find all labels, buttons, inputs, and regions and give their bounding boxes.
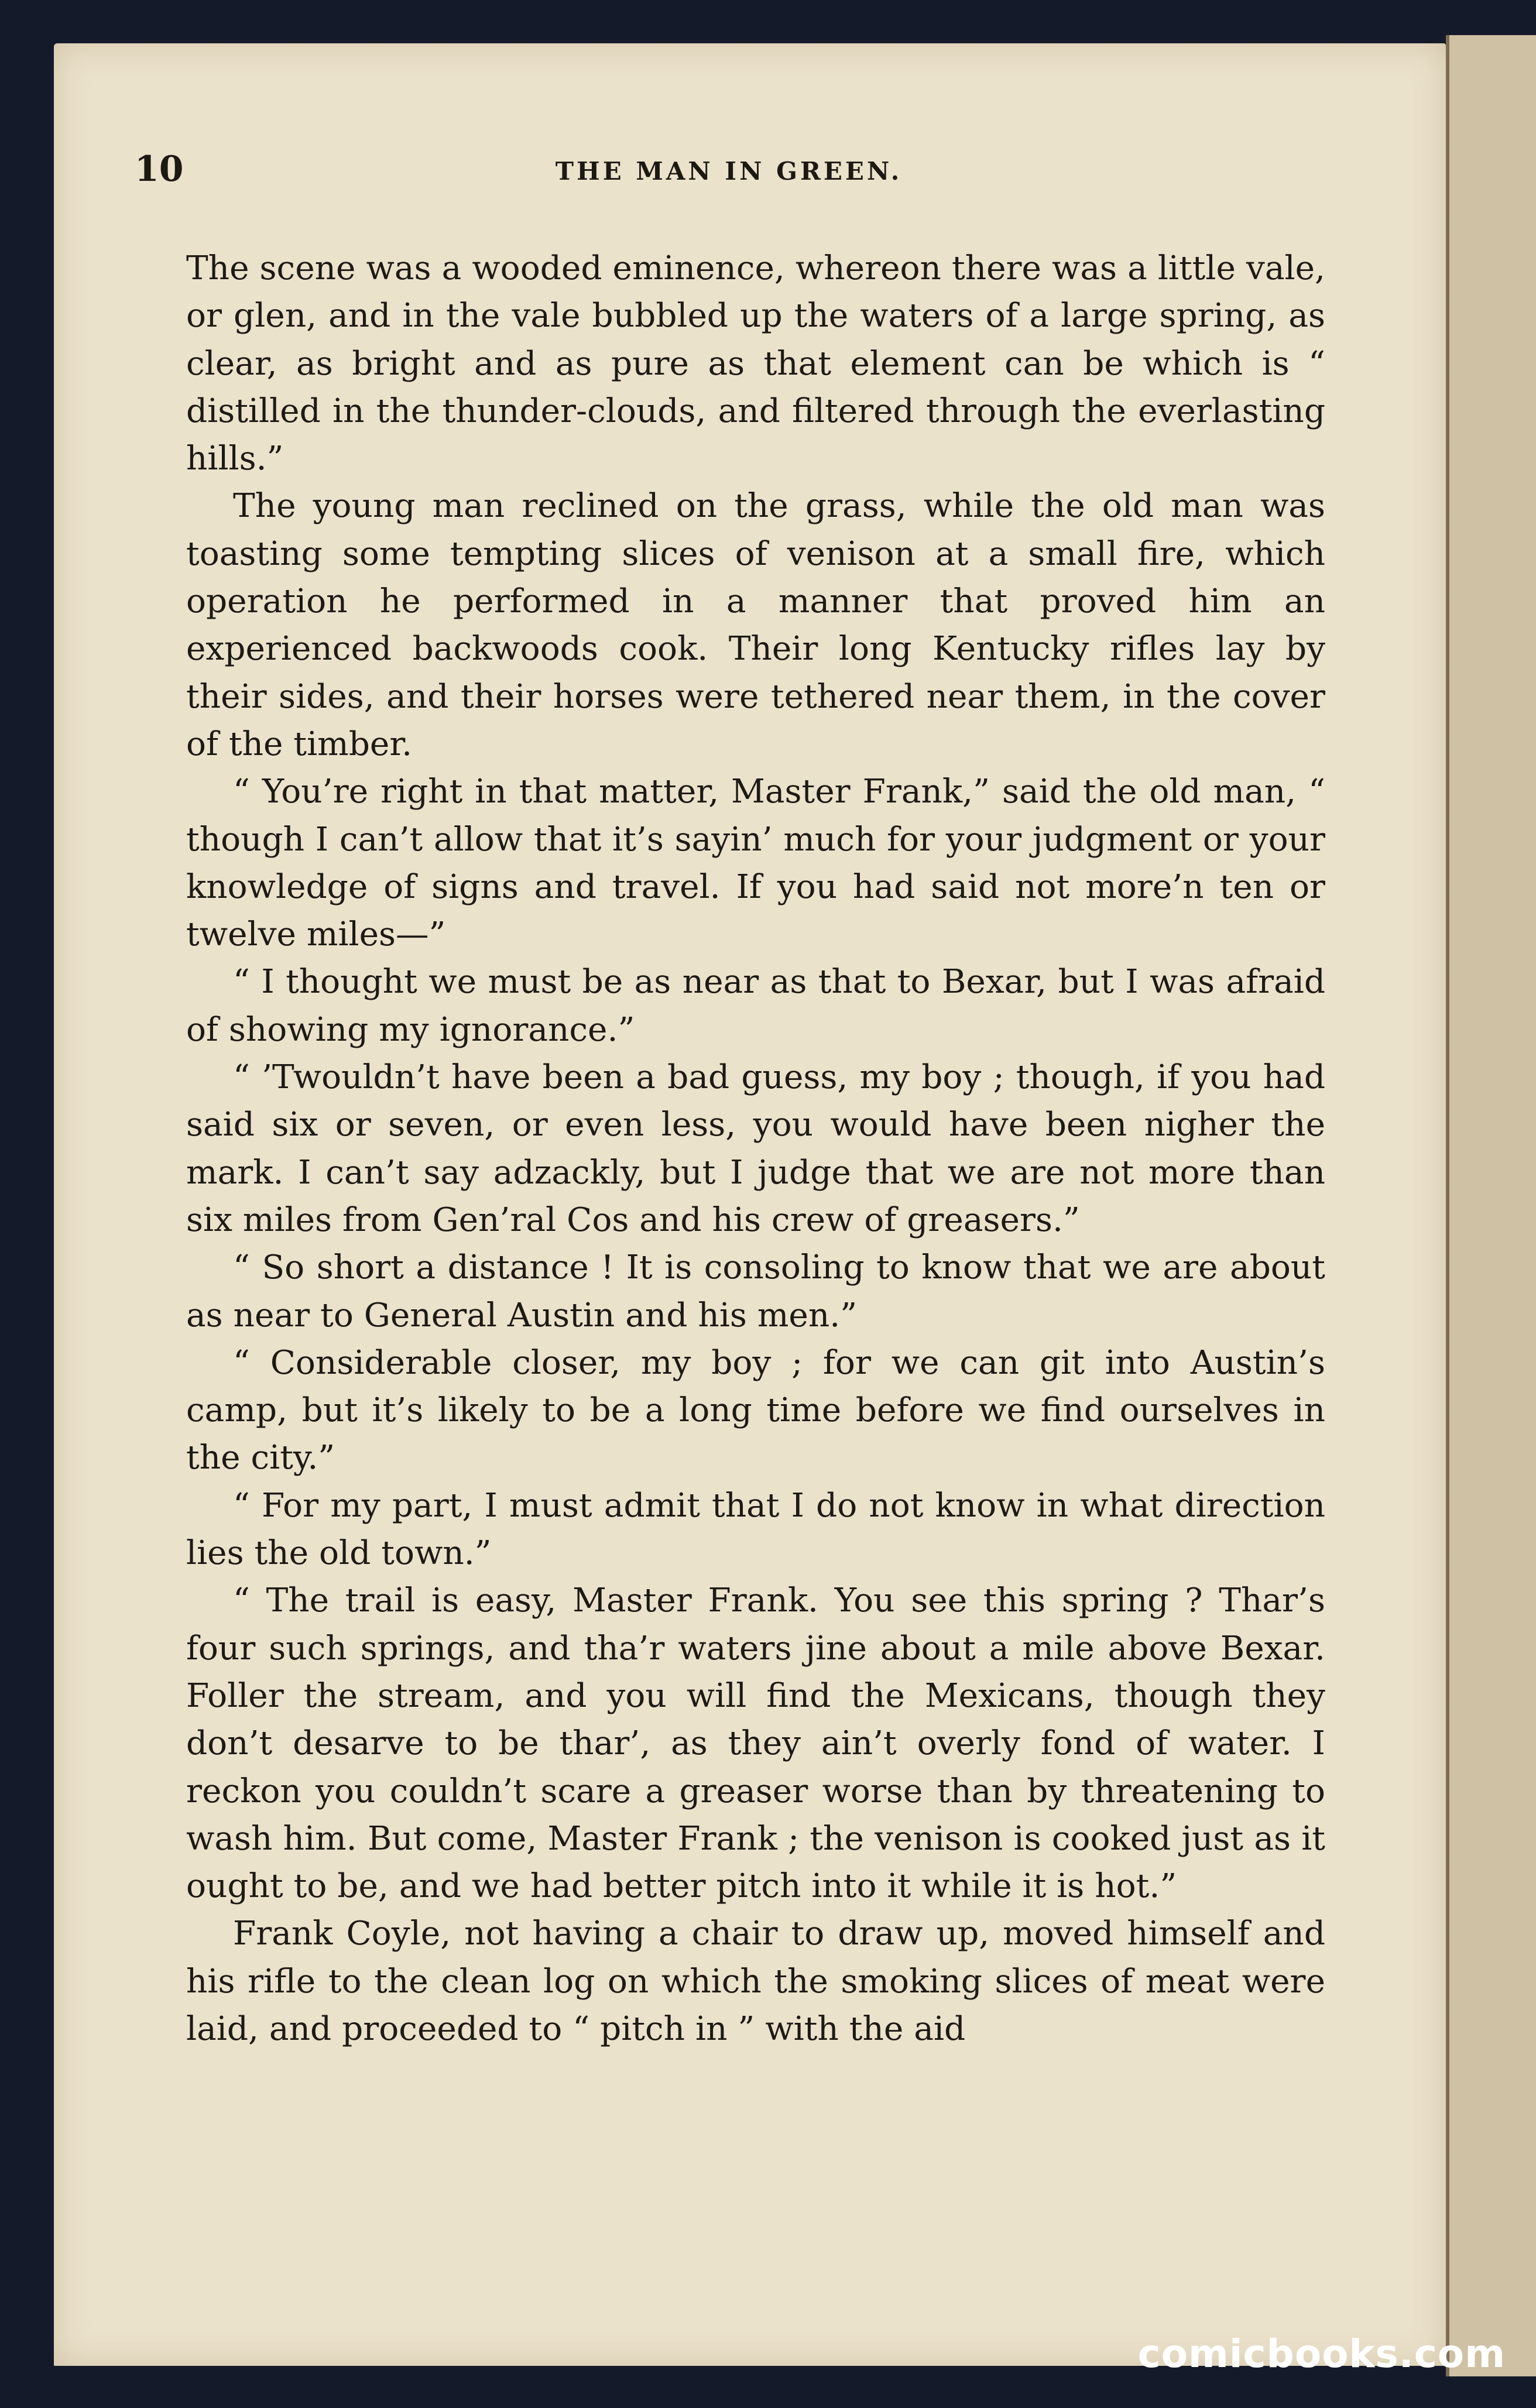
- page-number: 10: [135, 149, 184, 190]
- body-text: [186, 245, 1325, 2053]
- paragraph: “ ’Twouldn’t have been a bad guess, my boy ; though, if you had said six or seven, or even less, you would have been nigher the mark. I can’t say adzackly, but I judge that we are not more than six miles from Gen’ral Cos and his crew of greasers.”: [186, 1058, 1325, 1239]
- paragraph: “ I thought we must be as near as that to Bexar, but I was afraid of showing my ignorance.”: [186, 963, 1325, 1049]
- paragraph: “ You’re right in that matter, Master Frank,” said the old man, “ though I can’t allow that it’s sayin’ much for your judgment or your knowledge of signs and travel. If you had said not more’n ten or twelve miles—”: [186, 773, 1325, 954]
- paragraph: “ Considerable closer, my boy ; for we can git into Austin’s camp, but it’s likely to be a long time before we find ourselves in the city.”: [186, 1343, 1325, 1477]
- paragraph: Frank Coyle, not having a chair to draw up, moved himself and his rifle to the clean log on which the smoking slices of meat were laid, and proceeded to “ pitch in ” with the aid: [186, 1915, 1325, 2048]
- paragraph: “ For my part, I must admit that I do not know in what direction lies the old town.”: [186, 1486, 1325, 1573]
- paragraph: “ The trail is easy, Master Frank. You see this spring ? Thar’s four such springs, and tha’r waters jine about a mile above Bexar. Foller the stream, and you will find the Mexicans, though they don’t desarve to be thar’, as they ain’t overly fond of water. I reckon you couldn’t scare a greaser worse than by threatening to wash him. But come, Master Frank ; the venison is cooked just as it ought to be, and we had better pitch into it while it is hot.”: [186, 1582, 1325, 1906]
- paragraph: “ So short a distance ! It is consoling to know that we are about as near to General Austin and his men.”: [186, 1248, 1325, 1335]
- page-edge: [1446, 35, 1536, 2376]
- site-watermark: comicbooks.com: [1137, 2331, 1506, 2376]
- paragraph: The scene was a wooded eminence, whereon there was a little vale, or glen, and in the vale bubbled up the waters of a large spring, as clear, as bright and as pure as that element can be which is “ distilled in the thunder-clouds, and filtered through the everlasting hills.”: [186, 249, 1325, 478]
- paragraph: The young man reclined on the grass, while the old man was toasting some tempting slices of venison at a small fire, which operation he performed in a manner that proved him an experienced backwoods cook. Their long Kentucky rifles lay by their sides, and their horses were tethered near them, in the cover of the timber.: [186, 487, 1325, 763]
- page-header: [135, 149, 1323, 201]
- running-title: THE MAN IN GREEN.: [555, 157, 903, 186]
